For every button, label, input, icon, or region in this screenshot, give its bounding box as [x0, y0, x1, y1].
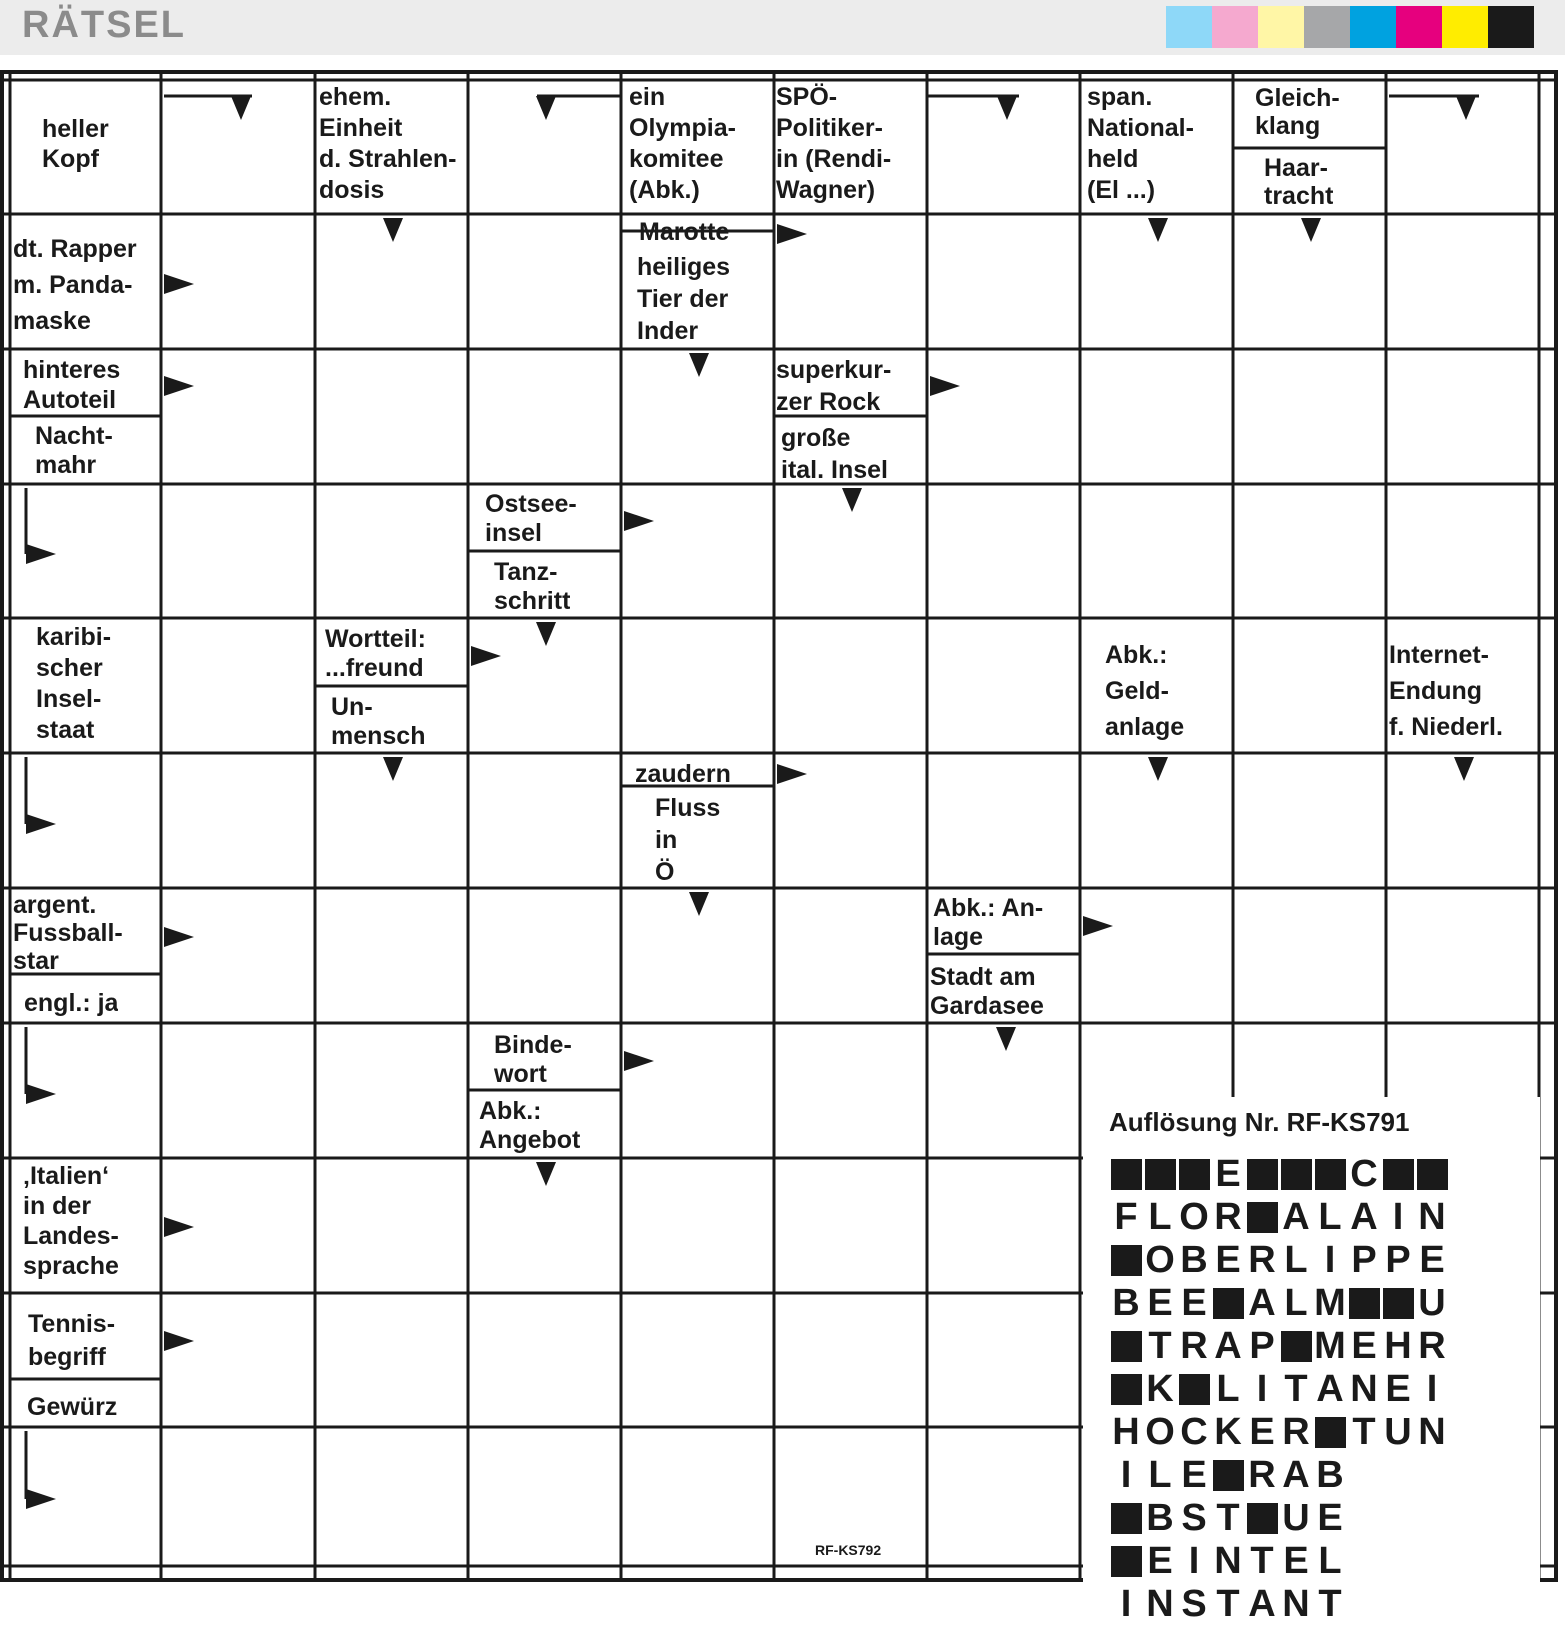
arrow-right-icon	[930, 376, 960, 396]
solution-letter: H	[1112, 1411, 1140, 1453]
color-swatch-5	[1350, 6, 1396, 48]
clue-bindewort: Binde- wort	[494, 1031, 572, 1088]
clue-abk-anlage: Abk.: An- lage	[933, 894, 1044, 951]
solution-row	[1109, 1411, 1449, 1454]
color-swatch-2	[1212, 6, 1258, 48]
arrow-down-icon	[536, 96, 556, 120]
solution-letter: L	[1284, 1282, 1308, 1324]
puzzle-title: RÄTSEL	[22, 4, 186, 46]
solution-letter: B	[1146, 1497, 1174, 1539]
clue-fluss-in-oe: Fluss in Ö	[655, 794, 721, 886]
solution-letter: A	[1282, 1196, 1310, 1238]
solution-row	[1109, 1196, 1449, 1239]
solution-letter: T	[1250, 1540, 1274, 1582]
solution-letter: L	[1318, 1540, 1342, 1582]
arrow-right-icon	[471, 646, 501, 666]
solution-row	[1109, 1497, 1449, 1540]
clue-tanzschritt: Tanz- schritt	[494, 558, 571, 615]
arrow-right-icon	[164, 1217, 194, 1237]
clue-italien-landessprache: ‚Italien‘ in der Landes- sprache	[23, 1162, 119, 1280]
solution-letter: R	[1282, 1411, 1310, 1453]
solution-row	[1109, 1583, 1449, 1626]
solution-letter: E	[1147, 1282, 1173, 1324]
arrow-down-icon	[1148, 218, 1168, 242]
solution-letter: U	[1282, 1497, 1310, 1539]
solution-letter: E	[1147, 1540, 1173, 1582]
arrow-right-icon	[26, 1489, 56, 1509]
solution-black-square	[1109, 1497, 1143, 1540]
arrow-right-icon	[26, 1084, 56, 1104]
solution-letter: L	[1148, 1454, 1172, 1496]
clue-wortteil-freund: Wortteil: ...freund	[325, 625, 426, 682]
arrow-right-icon	[26, 544, 56, 564]
clue-ostseeinsel: Ostsee- insel	[485, 490, 577, 547]
arrow-down-icon	[536, 622, 556, 646]
clue-spoe-politikerin: SPÖ- Politiker- in (Rendi- Wagner)	[776, 83, 892, 204]
clue-superkurzer-rock: superkur- zer Rock	[776, 356, 892, 416]
arrow-down-icon	[536, 1162, 556, 1186]
solution-black-square	[1313, 1153, 1347, 1196]
puzzle-code: RF-KS792	[815, 1542, 882, 1558]
arrow-down-icon	[996, 1027, 1016, 1051]
arrow-down-icon	[997, 96, 1017, 120]
solution-black-square	[1211, 1454, 1245, 1497]
solution-black-square	[1415, 1153, 1449, 1196]
solution-letter: M	[1314, 1282, 1346, 1324]
clue-stadt-am-gardasee: Stadt am Gardasee	[930, 963, 1044, 1020]
clue-marotte: Marotte	[639, 218, 730, 246]
solution-letter: P	[1249, 1325, 1275, 1367]
solution-letter: O	[1179, 1196, 1209, 1238]
solution-letter: T	[1352, 1411, 1376, 1453]
solution-letter: L	[1216, 1368, 1240, 1410]
solution-black-square	[1177, 1153, 1211, 1196]
solution-row	[1109, 1325, 1449, 1368]
clue-span-nationalheld: span. National- held (El ...)	[1087, 83, 1194, 204]
solution-letter: N	[1350, 1368, 1378, 1410]
solution-letter: N	[1418, 1411, 1446, 1453]
arrow-right-icon	[26, 814, 56, 834]
arrow-right-icon	[164, 927, 194, 947]
solution-letter: P	[1351, 1239, 1377, 1281]
solution-letter: L	[1148, 1196, 1172, 1238]
clue-engl-ja: engl.: ja	[24, 989, 119, 1017]
solution-letter: U	[1384, 1411, 1412, 1453]
solution-letter: H	[1384, 1325, 1412, 1367]
arrow-down-icon	[383, 218, 403, 242]
solution-black-square	[1109, 1325, 1143, 1368]
color-swatch-3	[1258, 6, 1304, 48]
solution-letter: O	[1145, 1239, 1175, 1281]
clue-geldanlage: Abk.: Geld- anlage	[1105, 641, 1185, 741]
solution-letter: K	[1146, 1368, 1174, 1410]
solution-letter: R	[1248, 1454, 1276, 1496]
solution-letter: E	[1181, 1282, 1207, 1324]
solution-black-square	[1177, 1368, 1211, 1411]
solution-letter: A	[1316, 1368, 1344, 1410]
solution-black-square	[1211, 1282, 1245, 1325]
solution-letter: A	[1248, 1282, 1276, 1324]
solution-row	[1109, 1368, 1449, 1411]
arrow-down-icon	[842, 488, 862, 512]
solution-letter: T	[1284, 1368, 1308, 1410]
solution-letter: E	[1385, 1368, 1411, 1410]
arrow-right-icon	[164, 376, 194, 396]
clue-heller-kopf: heller Kopf	[42, 115, 109, 173]
arrow-right-icon	[777, 764, 807, 784]
arrow-right-icon	[624, 1051, 654, 1071]
clue-gewuerz: Gewürz	[27, 1393, 118, 1421]
solution-panel	[1083, 1097, 1540, 1627]
solution-letter: P	[1385, 1239, 1411, 1281]
clue-hinteres-autoteil: hinteres Autoteil	[23, 356, 121, 414]
solution-row	[1109, 1454, 1449, 1497]
solution-letter: T	[1216, 1583, 1240, 1625]
solution-row	[1109, 1239, 1449, 1282]
arrow-down-icon	[383, 757, 403, 781]
solution-row	[1109, 1540, 1449, 1583]
solution-black-square	[1245, 1196, 1279, 1239]
solution-letter: T	[1216, 1497, 1240, 1539]
solution-letter: R	[1418, 1325, 1446, 1367]
arrow-right-icon	[164, 1331, 194, 1351]
solution-letter: I	[1392, 1196, 1404, 1238]
solution-letter: O	[1145, 1411, 1175, 1453]
solution-letter: N	[1214, 1540, 1242, 1582]
solution-letter: N	[1282, 1583, 1310, 1625]
clue-unmensch: Un- mensch	[331, 693, 426, 750]
solution-letter: R	[1180, 1325, 1208, 1367]
solution-letter: S	[1181, 1583, 1207, 1625]
solution-letter: N	[1418, 1196, 1446, 1238]
solution-letter: A	[1282, 1454, 1310, 1496]
solution-letter: L	[1284, 1239, 1308, 1281]
solution-letter: E	[1317, 1497, 1343, 1539]
solution-letter: I	[1188, 1540, 1200, 1582]
solution-letter: I	[1324, 1239, 1336, 1281]
solution-letter: U	[1418, 1282, 1446, 1324]
clue-internet-endung: Internet- Endung f. Niederl.	[1389, 641, 1503, 741]
clue-argent-fussballstar: argent. Fussball- star	[13, 891, 123, 975]
solution-black-square	[1245, 1497, 1279, 1540]
solution-letter: E	[1215, 1239, 1241, 1281]
solution-black-square	[1109, 1540, 1143, 1583]
clue-grosse-ital-insel: große ital. Insel	[781, 424, 888, 484]
solution-letter: C	[1350, 1153, 1378, 1195]
solution-black-square	[1245, 1153, 1279, 1196]
solution-black-square	[1109, 1153, 1143, 1196]
clue-zaudern: zaudern	[635, 760, 731, 788]
solution-letter: E	[1419, 1239, 1445, 1281]
solution-black-square	[1313, 1411, 1347, 1454]
arrow-down-icon	[689, 353, 709, 377]
clue-ehem-einheit: ehem. Einheit d. Strahlen- dosis	[319, 83, 457, 204]
solution-letter: I	[1120, 1454, 1132, 1496]
arrow-down-icon	[231, 96, 251, 120]
solution-letter: T	[1318, 1583, 1342, 1625]
clue-tennisbegriff: Tennis- begriff	[28, 1310, 116, 1371]
solution-grid	[1109, 1153, 1449, 1626]
solution-letter: B	[1180, 1239, 1208, 1281]
clue-karibischer-inselstaat: karibi- scher Insel- staat	[36, 623, 112, 744]
arrow-down-icon	[1456, 96, 1476, 120]
clue-dt-rapper: dt. Rapper m. Panda- maske	[13, 235, 137, 335]
solution-letter: E	[1215, 1153, 1241, 1195]
solution-black-square	[1381, 1282, 1415, 1325]
solution-black-square	[1347, 1282, 1381, 1325]
solution-letter: K	[1214, 1411, 1242, 1453]
color-swatch-8	[1488, 6, 1534, 48]
arrow-right-icon	[777, 224, 807, 244]
arrow-right-icon	[164, 274, 194, 294]
clue-gleichklang: Gleich- klang	[1255, 84, 1340, 140]
color-swatch-6	[1396, 6, 1442, 48]
solution-letter: L	[1318, 1196, 1342, 1238]
clue-nachtmahr: Nacht- mahr	[35, 422, 113, 479]
solution-black-square	[1109, 1239, 1143, 1282]
clue-heiliges-tier: heiliges Tier der Inder	[637, 253, 731, 345]
solution-letter: F	[1114, 1196, 1138, 1238]
arrow-down-icon	[689, 892, 709, 916]
solution-letter: M	[1314, 1325, 1346, 1367]
header-bar	[0, 0, 1565, 55]
solution-letter: T	[1148, 1325, 1172, 1367]
color-swatch-1	[1166, 6, 1212, 48]
solution-letter: R	[1248, 1239, 1276, 1281]
solution-black-square	[1279, 1153, 1313, 1196]
solution-black-square	[1109, 1368, 1143, 1411]
puzzle-frame	[0, 70, 1558, 1625]
color-calibration-strip	[1166, 6, 1534, 48]
solution-letter: R	[1214, 1196, 1242, 1238]
arrow-right-icon	[624, 511, 654, 531]
solution-letter: E	[1351, 1325, 1377, 1367]
solution-letter: A	[1350, 1196, 1378, 1238]
solution-letter: E	[1283, 1540, 1309, 1582]
solution-letter: N	[1146, 1583, 1174, 1625]
color-swatch-7	[1442, 6, 1488, 48]
clue-olympiakomitee: ein Olympia- komitee (Abk.)	[629, 83, 736, 204]
solution-black-square	[1381, 1153, 1415, 1196]
solution-row	[1109, 1153, 1449, 1196]
clue-haartracht: Haar- tracht	[1264, 154, 1334, 210]
solution-letter: E	[1249, 1411, 1275, 1453]
solution-title: Auflösung Nr. RF-KS791	[1109, 1107, 1410, 1137]
arrow-down-icon	[1301, 218, 1321, 242]
solution-letter: E	[1181, 1454, 1207, 1496]
solution-letter: I	[1256, 1368, 1268, 1410]
solution-letter: I	[1120, 1583, 1132, 1625]
solution-black-square	[1279, 1325, 1313, 1368]
solution-black-square	[1143, 1153, 1177, 1196]
arrow-down-icon	[1454, 757, 1474, 781]
solution-letter: C	[1180, 1411, 1208, 1453]
clue-abk-angebot: Abk.: Angebot	[479, 1097, 581, 1154]
solution-letter: B	[1112, 1282, 1140, 1324]
arrow-down-icon	[1148, 757, 1168, 781]
solution-letter: S	[1181, 1497, 1207, 1539]
solution-letter: B	[1316, 1454, 1344, 1496]
color-swatch-4	[1304, 6, 1350, 48]
solution-row	[1109, 1282, 1449, 1325]
solution-letter: A	[1248, 1583, 1276, 1625]
solution-letter: I	[1426, 1368, 1438, 1410]
solution-letter: A	[1214, 1325, 1242, 1367]
arrow-right-icon	[1083, 916, 1113, 936]
